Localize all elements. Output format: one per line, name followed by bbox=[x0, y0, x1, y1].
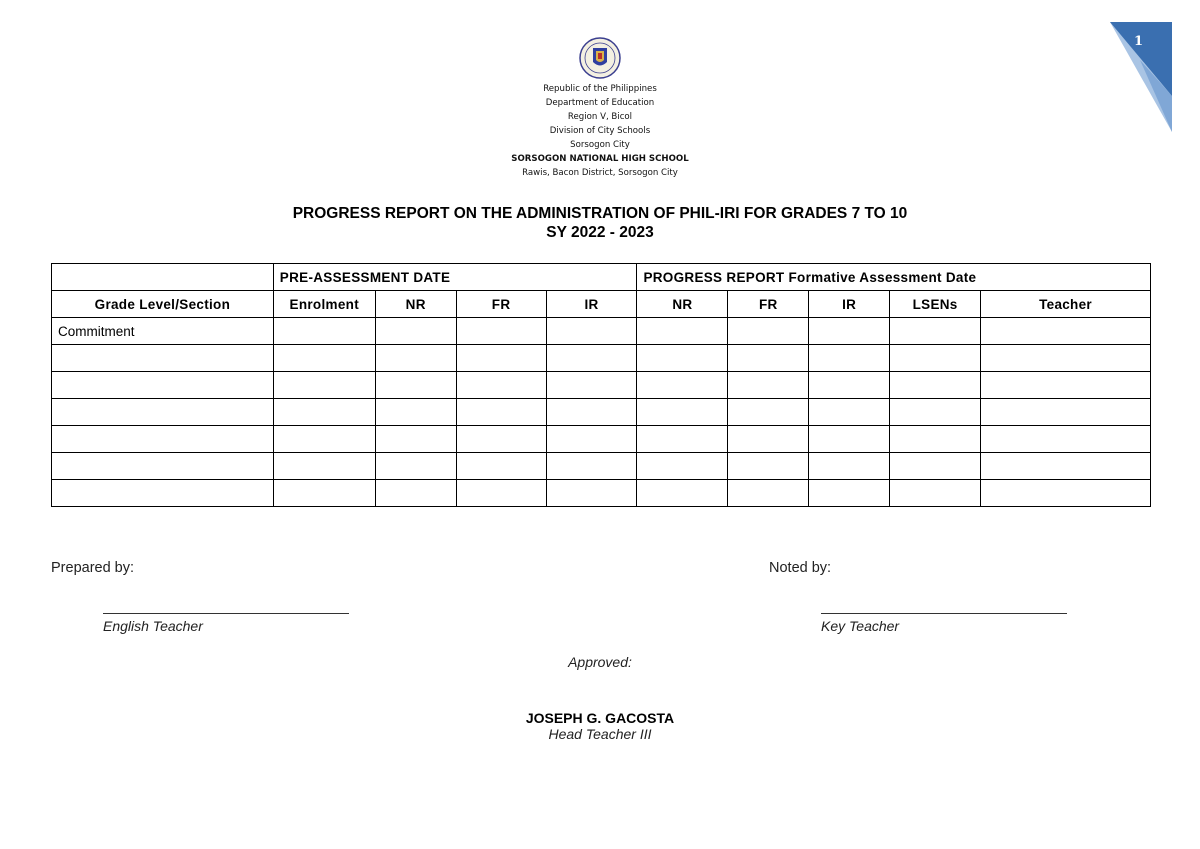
table-cell[interactable] bbox=[546, 426, 637, 453]
table-cell[interactable] bbox=[981, 453, 1151, 480]
table-cell[interactable] bbox=[728, 372, 809, 399]
table-row bbox=[52, 480, 1151, 507]
table-cell[interactable] bbox=[52, 453, 274, 480]
col-header-pre-ir: IR bbox=[546, 291, 637, 318]
prepared-by-label: Prepared by: bbox=[51, 560, 135, 576]
table-cell[interactable] bbox=[546, 318, 637, 345]
col-header-pre-fr: FR bbox=[456, 291, 546, 318]
table-cell[interactable] bbox=[456, 372, 546, 399]
table-cell[interactable] bbox=[981, 318, 1151, 345]
table-cell[interactable] bbox=[981, 345, 1151, 372]
table-cell[interactable] bbox=[890, 480, 981, 507]
table-cell[interactable] bbox=[809, 399, 890, 426]
approver-title: Head Teacher III bbox=[548, 726, 652, 742]
table-cell[interactable] bbox=[890, 345, 981, 372]
table-cell[interactable] bbox=[637, 426, 728, 453]
col-header-progress-ir: IR bbox=[809, 291, 890, 318]
noted-signature-line bbox=[821, 613, 1067, 614]
table-cell[interactable] bbox=[456, 426, 546, 453]
table-cell[interactable] bbox=[456, 480, 546, 507]
table-cell[interactable] bbox=[809, 318, 890, 345]
table-row bbox=[52, 318, 1151, 345]
table-cell[interactable] bbox=[809, 480, 890, 507]
table-cell[interactable] bbox=[546, 453, 637, 480]
table-cell[interactable] bbox=[637, 480, 728, 507]
table-cell[interactable] bbox=[375, 426, 456, 453]
school-name: SORSOGON NATIONAL HIGH SCHOOL bbox=[511, 154, 689, 164]
table-cell[interactable]: Commitment bbox=[52, 318, 274, 345]
column-header-row bbox=[52, 291, 1151, 318]
report-title-line1: PROGRESS REPORT ON THE ADMINISTRATION OF PHIL-IRI FOR GRADES 7 TO 10 bbox=[292, 205, 908, 222]
header-line-city: Sorsogon City bbox=[570, 140, 630, 150]
progress-report-header: PROGRESS REPORT Formative Assessment Date bbox=[637, 264, 1151, 291]
progress-report-table bbox=[51, 263, 1151, 507]
col-header-progress-fr: FR bbox=[728, 291, 809, 318]
table-cell[interactable] bbox=[637, 453, 728, 480]
table-cell[interactable] bbox=[809, 426, 890, 453]
header-line-division: Division of City Schools bbox=[549, 126, 651, 136]
table-cell[interactable] bbox=[728, 426, 809, 453]
table-cell[interactable] bbox=[52, 426, 274, 453]
table-cell[interactable] bbox=[890, 399, 981, 426]
table-cell[interactable] bbox=[273, 345, 375, 372]
col-header-progress-nr: NR bbox=[637, 291, 728, 318]
letterhead bbox=[0, 36, 1200, 180]
report-title bbox=[0, 204, 1200, 242]
header-line-department: Department of Education bbox=[545, 98, 655, 108]
table-cell[interactable] bbox=[375, 399, 456, 426]
table-cell[interactable] bbox=[637, 399, 728, 426]
page-number: 1 bbox=[1134, 34, 1144, 49]
table-cell[interactable] bbox=[728, 345, 809, 372]
table-cell[interactable] bbox=[637, 345, 728, 372]
table-row bbox=[52, 426, 1151, 453]
table-cell[interactable] bbox=[375, 318, 456, 345]
table-cell[interactable] bbox=[809, 372, 890, 399]
group-header-row bbox=[52, 264, 1151, 291]
table-cell[interactable] bbox=[456, 453, 546, 480]
prepared-role: English Teacher bbox=[103, 618, 203, 634]
table-cell[interactable] bbox=[273, 318, 375, 345]
table-cell[interactable] bbox=[546, 399, 637, 426]
noted-by-label: Noted by: bbox=[769, 560, 832, 576]
table-row bbox=[52, 372, 1151, 399]
approved-label: Approved: bbox=[568, 654, 632, 670]
table-cell[interactable] bbox=[456, 399, 546, 426]
table-cell[interactable] bbox=[546, 345, 637, 372]
prepared-signature-line bbox=[103, 613, 349, 614]
deped-seal-icon bbox=[571, 36, 629, 80]
table-cell[interactable] bbox=[273, 372, 375, 399]
school-address: Rawis, Bacon District, Sorsogon City bbox=[522, 168, 678, 178]
table-cell[interactable] bbox=[890, 426, 981, 453]
table-body bbox=[52, 318, 1151, 507]
table-cell[interactable] bbox=[728, 480, 809, 507]
table-cell[interactable] bbox=[728, 318, 809, 345]
table-cell[interactable] bbox=[456, 318, 546, 345]
table-cell[interactable] bbox=[52, 480, 274, 507]
table-cell[interactable] bbox=[637, 318, 728, 345]
col-header-pre-nr: NR bbox=[375, 291, 456, 318]
table-cell[interactable] bbox=[456, 345, 546, 372]
table-cell[interactable] bbox=[981, 426, 1151, 453]
table-cell[interactable] bbox=[981, 480, 1151, 507]
table-cell[interactable] bbox=[637, 372, 728, 399]
table-row bbox=[52, 453, 1151, 480]
group-header-blank bbox=[52, 264, 274, 291]
table-cell[interactable] bbox=[981, 399, 1151, 426]
table-cell[interactable] bbox=[375, 453, 456, 480]
header-line-republic: Republic of the Philippines bbox=[543, 84, 657, 94]
pre-assessment-header: PRE-ASSESSMENT DATE bbox=[273, 264, 637, 291]
table-cell[interactable] bbox=[52, 372, 274, 399]
col-header-teacher: Teacher bbox=[981, 291, 1151, 318]
table-cell[interactable] bbox=[890, 318, 981, 345]
table-cell[interactable] bbox=[52, 399, 274, 426]
col-header-lsens: LSENs bbox=[890, 291, 981, 318]
table-cell[interactable] bbox=[981, 372, 1151, 399]
table-cell[interactable] bbox=[52, 345, 274, 372]
table-row bbox=[52, 345, 1151, 372]
table-cell[interactable] bbox=[728, 399, 809, 426]
table-cell[interactable] bbox=[273, 453, 375, 480]
table-cell[interactable] bbox=[375, 372, 456, 399]
report-title-line2: SY 2022 - 2023 bbox=[546, 224, 654, 241]
table-cell[interactable] bbox=[375, 480, 456, 507]
table-cell[interactable] bbox=[546, 372, 637, 399]
table-cell[interactable] bbox=[273, 480, 375, 507]
table-cell[interactable] bbox=[546, 480, 637, 507]
table-cell[interactable] bbox=[728, 453, 809, 480]
col-header-enrolment: Enrolment bbox=[273, 291, 375, 318]
table-cell[interactable] bbox=[809, 345, 890, 372]
approver-name: JOSEPH G. GACOSTA bbox=[525, 710, 675, 726]
table-cell[interactable] bbox=[273, 426, 375, 453]
noted-role: Key Teacher bbox=[821, 618, 900, 634]
table-row bbox=[52, 399, 1151, 426]
table-cell[interactable] bbox=[890, 453, 981, 480]
table-cell[interactable] bbox=[890, 372, 981, 399]
table-cell[interactable] bbox=[273, 399, 375, 426]
table-cell[interactable] bbox=[809, 453, 890, 480]
col-header-grade-level: Grade Level/Section bbox=[52, 291, 274, 318]
table-cell[interactable] bbox=[375, 345, 456, 372]
header-line-region: Region V, Bicol bbox=[567, 112, 633, 122]
